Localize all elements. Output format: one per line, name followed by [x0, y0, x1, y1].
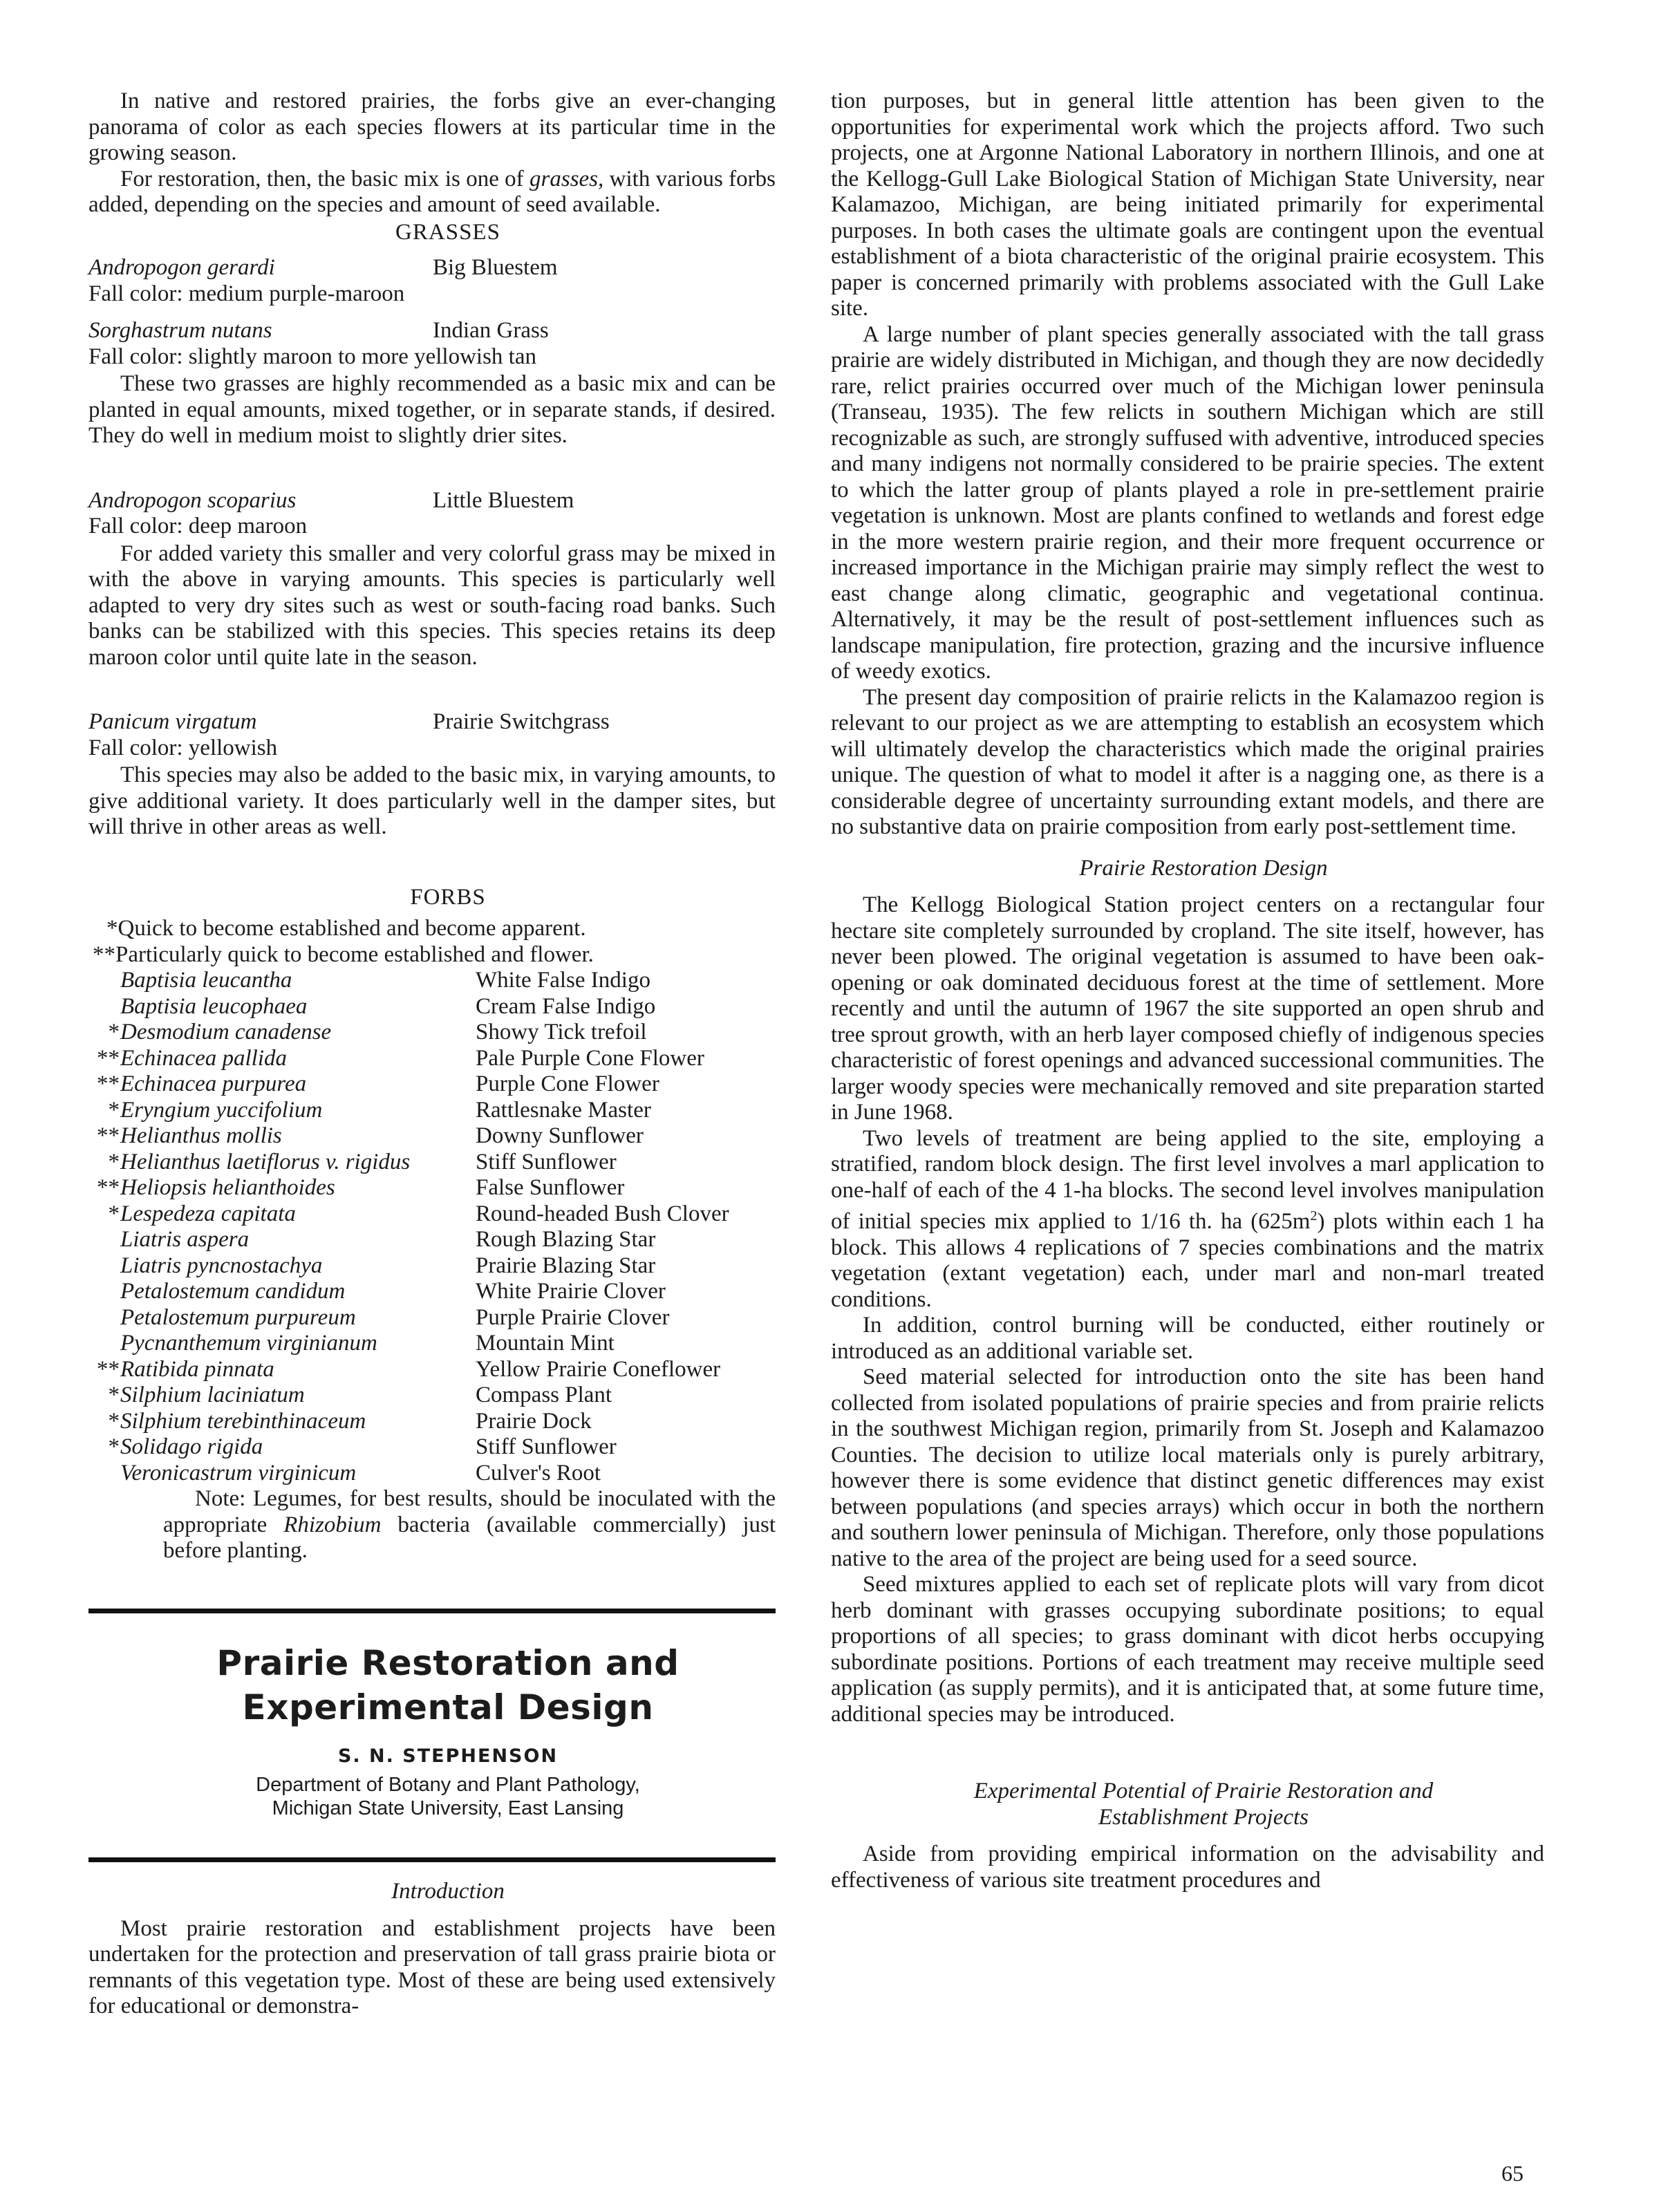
forb-row: Liatris pyncnostachya Prairie Blazing Star [120, 1253, 656, 1278]
body-paragraph: In addition, control burning will be conducted, either routinely or introduced as an additional variable set. [831, 1313, 1544, 1364]
forb-row: * Eryngium yuccifolium Rattlesnake Master [108, 1097, 651, 1123]
forb-row: * Desmodium canadense Showy Tick trefoil [108, 1020, 647, 1044]
forb-row: Baptisia leucophaea Cream False Indigo [120, 993, 656, 1019]
title-rule-top [88, 1609, 776, 1613]
page-number: 65 [1501, 2161, 1524, 2186]
grass-entry: Panicum virgatum Prairie Switchgrass Fall color: yellowish [88, 709, 610, 760]
body-paragraph: Seed material selected for introduction onto the site has been hand collected from isolated populations of prairie species and from prairie relicts in the southwest Michigan region, primarily from St. Joseph and Kalamazoo Counties. The decision to utilize local materials only is purely arbitrary, however there is some evidence that distinct genetic differences may exist between populations (and species arrays) which occur in both the northern and southern lower peninsula of Michigan. Therefore, only those populations native to the area of the project are being used for a seed source. [831, 1365, 1544, 1571]
forb-row: Petalostemum purpureum Purple Prairie Clover [120, 1304, 670, 1330]
forb-row: ** Ratibida pinnata Yellow Prairie Coneflower [97, 1356, 721, 1382]
forb-row: ** Heliopsis helianthoides False Sunflower [97, 1175, 625, 1200]
grass-paragraph-1: These two grasses are highly recommended as a basic mix and can be planted in equal amounts, mixed together, or in separate stands, if desired. They do well in medium moist to slightly drier sites. [88, 371, 776, 448]
potential-heading-line-2: Establishment Projects [1098, 1804, 1309, 1830]
body-paragraph: The present day composition of prairie relicts in the Kalamazoo region is relevant to our project as we are attempting to establish an ecosystem which will ultimately develop the characteristics which made the original prairies unique. The question of what to model it after is a nagging one, as there is a considerable degree of uncertainty surrounding extant models, and there are no substantive data on prairie composition from early post-settlement time. [831, 684, 1544, 839]
right-column [831, 88, 1544, 1893]
forb-row: * Silphium laciniatum Compass Plant [108, 1382, 612, 1407]
grass-paragraph-2: For added variety this smaller and very colorful grass may be mixed in with the above in varying amounts. This species is particularly well adapted to very dry sites such as west or south-facing road banks. Such banks can be stabilized with this species. This species retains its deep maroon color until quite late in the season. [88, 541, 776, 670]
author: S. N. STEPHENSON [337, 1745, 559, 1767]
forbs-list [88, 968, 776, 1486]
grass-entry: Andropogon scoparius Little Bluestem Fall color: deep maroon [88, 487, 574, 538]
forb-row: * Helianthus laetiflorus v. rigidus Stiff Sunflower [108, 1149, 617, 1174]
title-rule-bottom [88, 1857, 776, 1862]
body-paragraph: A large number of plant species generally associated with the tall grass prairie are widely distributed in Michigan, and though they are now decidedly rare, relict prairies occurred over much of the Michigan lower peninsula (Transeau, 1935). The few relicts in southern Michigan which are still recognizable as such, are strongly suffused with adventive, introduced species and many indigens not normally considered to be prairie species. The extent to which the latter group of plants played a role in pre-settlement prairie vegetation is unknown. Most are plants confined to wetlands and forest edge in the more western prairie region, and their more frequent occurrence or increased importance in the Michigan prairie may simply reflect the west to east change along climatic, geographic and vegetational continua. Alternatively, it may be the result of post-settlement influences such as landscape manipulation, fire protection, grazing and the incursive influence of weedy exotics. [831, 321, 1544, 684]
grasses-heading: GRASSES [395, 219, 500, 245]
introduction-heading: Introduction [391, 1879, 505, 1904]
grass-entry: Sorghastrum nutans Indian Grass Fall color: slightly maroon to more yellowish tan [88, 318, 549, 369]
body-paragraph: tion purposes, but in general little attention has been given to the opportunities for experimental work which the projects afford. Two such projects, one at Argonne National Laboratory in northern Illinois, and one at the Kellogg-Gull Lake Biological Station of Michigan State University, near Kalamazoo, Michigan, are being initiated primarily for experimental purposes. In both cases the ultimate goals are contingent upon the eventual establishment of a biota characteristic of the original prairie ecosystem. This paper is concerned primarily with problems associated with the Gull Lake site. [831, 88, 1544, 321]
forbs-legend-2: **Particularly quick to become established and flower. [93, 941, 594, 967]
potential-heading-line-1: Experimental Potential of Prairie Restoration and [973, 1779, 1434, 1803]
forbs-legend-1: *Quick to become established and become apparent. [106, 916, 586, 941]
forb-row: ** Helianthus mollis Downy Sunflower [97, 1123, 644, 1148]
design-heading: Prairie Restoration Design [1079, 855, 1328, 881]
forb-row: Baptisia leucantha White False Indigo [120, 968, 650, 993]
department-line-1: Department of Botany and Plant Pathology, [256, 1774, 640, 1796]
forb-row: Pycnanthemum virginianum Mountain Mint [120, 1331, 615, 1356]
body-paragraph: Seed mixtures applied to each set of replicate plots will vary from dicot herb dominant with grasses occupying subordinate positions; to equal proportions of all species; to grass dominant with dicot herbs occupying subordinate positions. Portions of each treatment may receive multiple seed application (as supply permits), and it is anticipated that, at some future time, additional species may be introduced. [831, 1572, 1544, 1727]
article-title-line-1: Prairie Restoration and [216, 1642, 679, 1683]
forb-row: Liatris aspera Rough Blazing Star [120, 1227, 656, 1252]
grass-entry: Andropogon gerardi Big Bluestem Fall color: medium purple-maroon [88, 255, 558, 306]
legume-note: Note: Legumes, for best results, should be inoculated with the appropriate Rhizobium bacteria (available commercially) just before planting. [163, 1486, 776, 1563]
grass-paragraph-3: This species may also be added to the basic mix, in varying amounts, to give additional variety. It does particularly well in the damper sites, but will thrive in other areas as well. [88, 762, 776, 839]
forbs-heading: FORBS [410, 884, 486, 910]
intro-paragraph-2: For restoration, then, the basic mix is one of grasses, with various forbs added, depending on the species and amount of seed available. [88, 166, 776, 217]
intro-paragraph-1: In native and restored prairies, the forbs give an ever-changing panorama of color as each species flowers at its particular time in the growing season. [88, 88, 776, 165]
forb-row: ** Echinacea purpurea Purple Cone Flower [97, 1071, 659, 1096]
forb-row: * Lespedeza capitata Round-headed Bush Clover [108, 1201, 729, 1226]
left-column [88, 88, 776, 2020]
forb-row: * Silphium terebinthinaceum Prairie Dock [108, 1408, 592, 1434]
forb-row: Veronicastrum virginicum Culver's Root [120, 1460, 601, 1485]
body-paragraph: Aside from providing empirical information on the advisability and effectiveness of various site treatment procedures and [831, 1841, 1544, 1893]
body-paragraph: Two levels of treatment are being applied to the site, employing a stratified, random block design. The first level involves a marl application to one-half of each of the 4 1-ha blocks. The second level involves manipulation of initial species mix applied to 1/16 th. ha $(625m^2)$ plots within each 1 ha block. This allows 4 replications of 7 species combinations and the matrix vegetation (extant vegetation) each, under marl and non-marl treated conditions. [831, 1125, 1544, 1312]
introduction-paragraph: Most prairie restoration and establishment projects have been undertaken for the protection and preservation of tall grass prairie biota or remnants of this vegetation type. Most of these are being used extensively for educational or demonstra- [88, 1915, 776, 2018]
forb-row: * Solidago rigida Stiff Sunflower [108, 1434, 617, 1459]
body-paragraph: The Kellogg Biological Station project centers on a rectangular four hectare site completely surrounded by cropland. The site itself, however, has never been plowed. The original vegetation is assumed to have been oak-opening or oak dominated deciduous forest at the time of settlement. More recently and until the autumn of 1967 the site supported an open shrub and tree sprout growth, with an herb layer composed chiefly of indigenous species characteristic of forest openings and advanced successional communities. The larger woody species were mechanically removed and site preparation started in June 1968. [831, 892, 1544, 1125]
forb-row: Petalostemum candidum White Prairie Clover [120, 1279, 666, 1304]
article-title-line-2: Experimental Design [242, 1687, 654, 1727]
forb-row: ** Echinacea pallida Pale Purple Cone Flower [97, 1045, 704, 1071]
department-line-2: Michigan State University, East Lansing [272, 1797, 624, 1819]
